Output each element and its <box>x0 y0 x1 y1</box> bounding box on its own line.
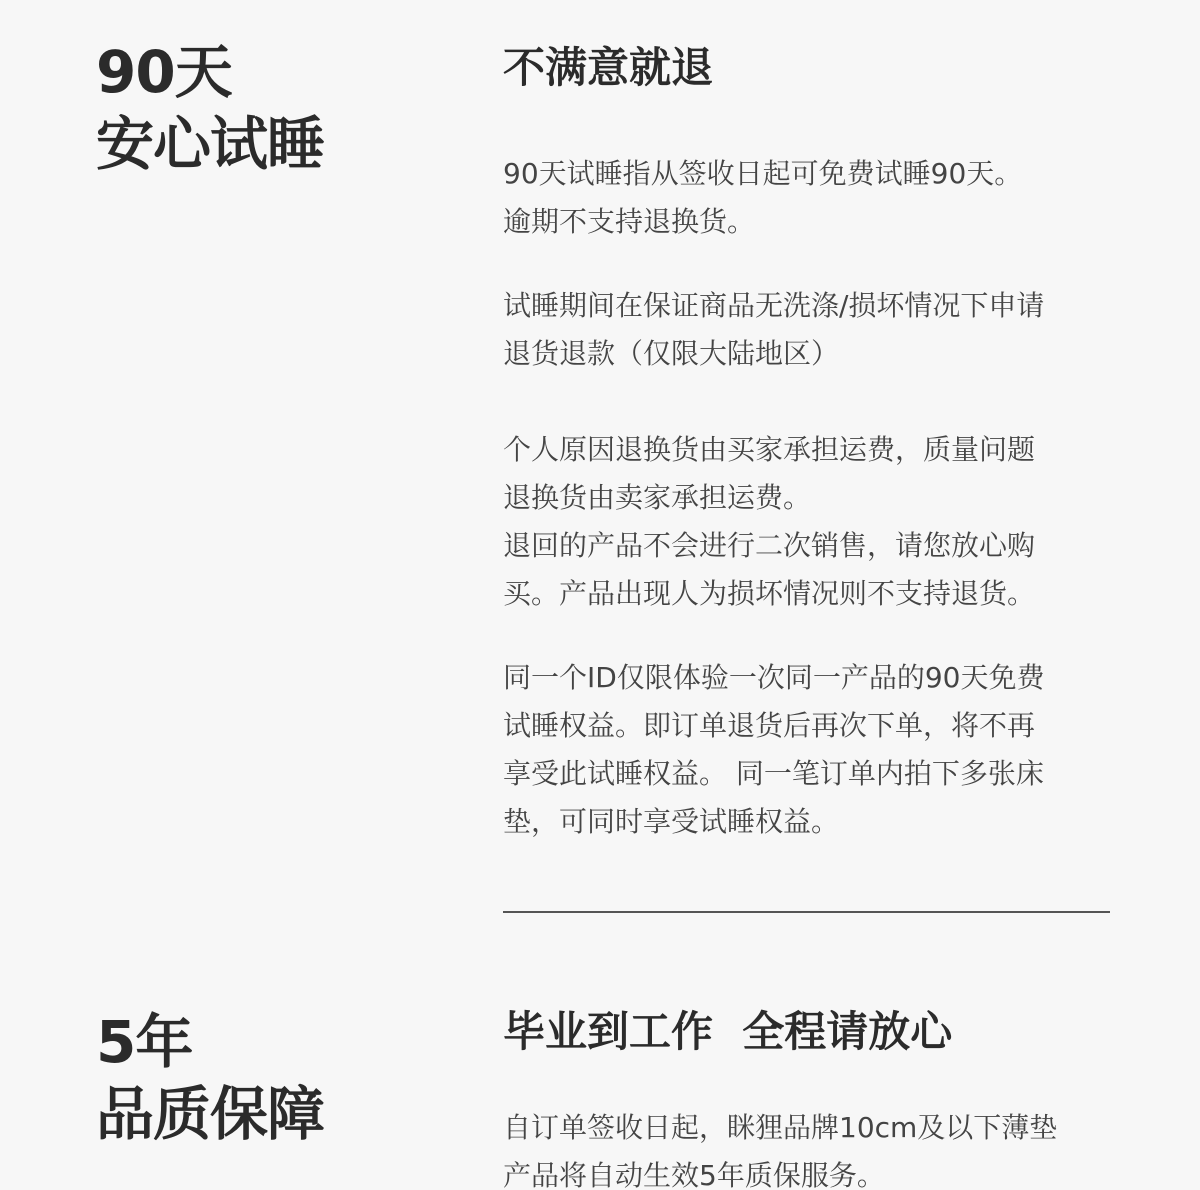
warranty-heading-line-1: 5年 <box>96 1008 193 1076</box>
warranty-policy-title: 毕业到工作 全程请放心 <box>503 1007 953 1056</box>
warranty-paragraph: 自订单签收日起，眯狸品牌10cm及以下薄垫 产品将自动生效5年质保服务。 <box>503 1111 1058 1190</box>
trial-policy <box>503 42 1123 846</box>
warranty-heading <box>96 1006 324 1150</box>
trial-policy-title: 不满意就退 <box>503 43 714 92</box>
trial-heading <box>96 36 324 180</box>
trial-heading-line-2: 安心试睡 <box>96 110 325 178</box>
return-condition-paragraph: 试睡期间在保证商品无洗涤/损坏情况下申请 退货退款（仅限大陆地区） <box>503 289 1045 370</box>
trial-heading-line-1: 90天 <box>96 38 232 106</box>
one-time-rule-paragraph: 同一个ID仅限体验一次同一产品的90天免费 试睡权益。即订单退货后再次下单，将不再 享受此试睡权益。 同一笔订单内拍下多张床 垫，可同时享受试睡权益。 <box>503 661 1045 838</box>
warranty-policy <box>503 1006 1123 1190</box>
section-divider <box>503 911 1110 913</box>
shipping-cost-paragraph: 个人原因退换货由买家承担运费，质量问题 退换货由卖家承担运费。 退回的产品不会进行二次销售，请您放心购 买。产品出现人为损坏情况则不支持退货。 <box>503 433 1036 610</box>
trial-period-paragraph: 90天试睡指从签收日起可免费试睡90天。 逾期不支持退换货。 <box>503 157 1023 238</box>
warranty-heading-line-2: 品质保障 <box>96 1080 325 1148</box>
